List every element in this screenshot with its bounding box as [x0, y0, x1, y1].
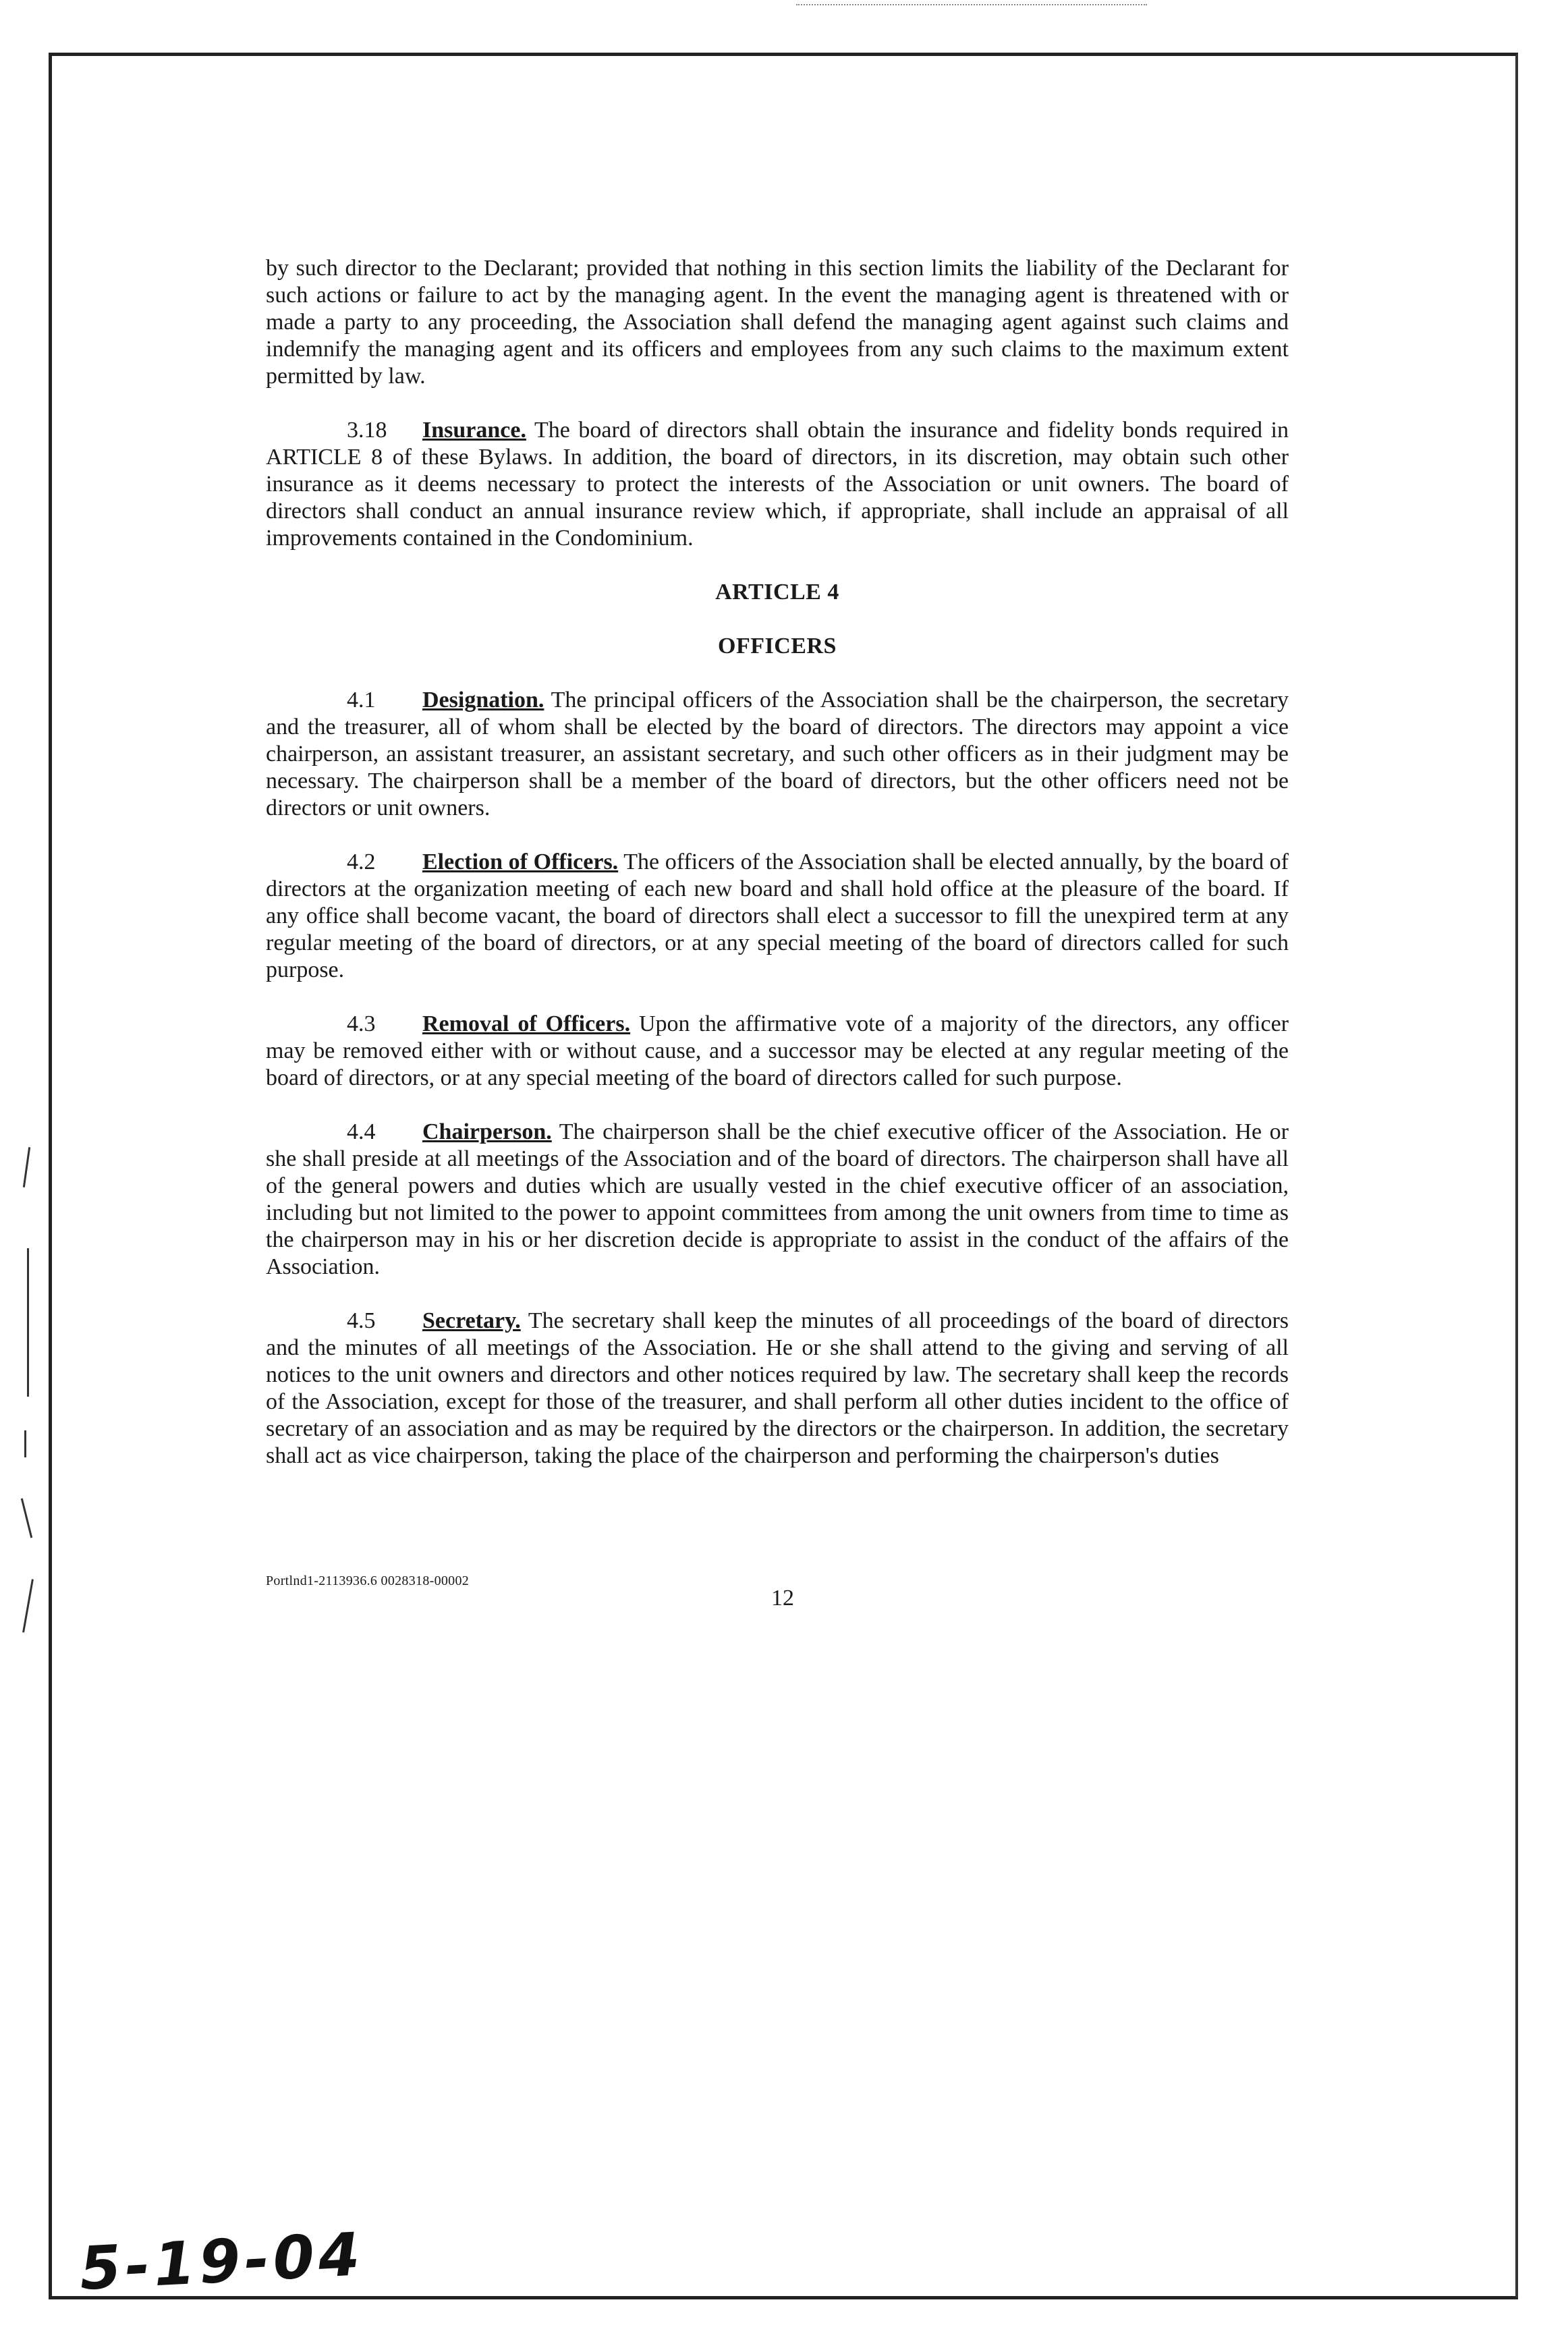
section-text: The secretary shall keep the minutes of all proceedings of the board of directors and the minutes of all meetings of the Association. He or she shall attend to the giving and serving of all notices to the unit owners and directors and other notices required by law. The secretary shall keep the records of the Association, except for those of the treasurer, and shall perform all other duties incident to the office of secretary of an association and as may be required by the directors or the chairperson. In addition, the secretary shall act as vice chairperson, taking the place of the chairperson and performing the chairperson's duties — [266, 1308, 1289, 1468]
scan-artifact-top — [796, 4, 1147, 12]
document-body — [266, 255, 1289, 1497]
section-4-2 — [266, 849, 1289, 984]
section-4-4 — [266, 1119, 1289, 1281]
article-title: OFFICERS — [718, 634, 837, 659]
section-text: The chairperson shall be the chief executive officer of the Association. He or she shall preside at all meetings of the Association and of the board of directors. The chairperson shall have all of the general powers and duties which are usually vested in the chief executive officer of an association, including but not limited to the power to appoint committees from among the unit owners from time to time as the chairperson may in his or her discretion decide is appropriate to assist in the conduct of the affairs of the Association. — [266, 1119, 1289, 1279]
section-title: Designation. — [422, 688, 544, 712]
section-title: Election of Officers. — [422, 849, 619, 874]
section-number: 3.18 — [347, 418, 387, 443]
paragraph-intro: by such director to the Declarant; provided that nothing in this section limits the liability of the Declarant for such actions or failure to act by the managing agent. In the event the managing agent is threatened with or made a party to any proceeding, the Association shall defend the managing agent against such claims and indemnify the managing agent and its officers and employees from any such claims to the maximum extent permitted by law. — [266, 256, 1289, 389]
section-4-1 — [266, 687, 1289, 822]
section-title: Chairperson. — [422, 1119, 552, 1144]
page-number: 12 — [771, 1586, 794, 1611]
section-number: 4.4 — [347, 1119, 376, 1144]
section-text: The principal officers of the Association shall be the chairperson, the secretary and the treasurer, all of whom shall be elected by the board of directors. The directors may appoint a vice chairperson, an assistant treasurer, an assistant secretary, and such other officers as in their judgment may be necessary. The chairperson shall be a member of the board of directors, but the other officers need not be directors or unit owners. — [266, 688, 1289, 820]
section-number: 4.3 — [347, 1011, 376, 1036]
margin-marks — [7, 1147, 47, 1633]
article-number: ARTICLE 4 — [715, 580, 839, 605]
section-title: Removal of Officers. — [422, 1011, 631, 1036]
section-title: Insurance. — [422, 418, 526, 443]
section-3-18 — [266, 417, 1289, 552]
section-4-5 — [266, 1308, 1289, 1470]
section-text: The officers of the Association shall be elected annually, by the board of directors at the organization meeting of each new board and shall hold office at the pleasure of the board. If any office shall become vacant, the board of directors shall elect a successor to fill the unexpired term at any regular meeting of the board of directors, or at any special meeting of the board of directors called for such purpose. — [266, 849, 1289, 982]
section-number: 4.5 — [347, 1308, 376, 1333]
section-number: 4.2 — [347, 849, 376, 874]
section-text: The board of directors shall obtain the insurance and fidelity bonds required in ARTICLE 8 of these Bylaws. In addition, the board of directors, in its discretion, may obtain such other insurance as it deems necessary to protect the interests of the Association or unit owners. The board of directors shall conduct an annual insurance review which, if appropriate, shall include an appraisal of all improvements contained in the Condominium. — [266, 418, 1289, 551]
section-4-3 — [266, 1011, 1289, 1092]
section-title: Secretary. — [422, 1308, 521, 1333]
handwritten-date: 5-19-04 — [78, 2219, 366, 2303]
document-footer-id: Portlnd1-2113936.6 0028318-00002 — [266, 1573, 470, 1588]
section-text: Upon the affirmative vote of a majority of the directors, any officer may be removed either with or without cause, and a successor may be elected at any regular meeting of the board of directors, or at any special meeting of the board of directors called for such purpose. — [266, 1011, 1289, 1090]
section-number: 4.1 — [347, 688, 376, 712]
